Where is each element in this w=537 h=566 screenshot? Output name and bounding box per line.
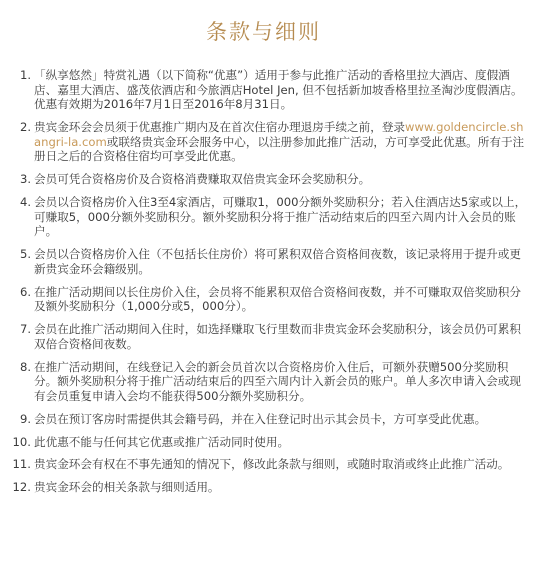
item-text: 会员在预订客房时需提供其会籍号码，并在入住登记时出示其会员卡，方可享受此优惠。	[34, 411, 487, 426]
item-number: 5.	[19, 247, 31, 262]
list-item	[0, 195, 527, 239]
list-item	[0, 480, 527, 495]
item-text: 会员以合资格房价入住3至4家酒店，可赚取1，000分额外奖励积分；若入住酒店达5家或以上，可赚取5，000分额外奖励积分。额外奖励积分将于推广活动结束后的四至六周内计入会员的账户。	[34, 195, 527, 239]
item-number: 2.	[19, 120, 31, 135]
item-text: 在推广活动期间以长住房价入住，会员将不能累积双倍合资格间夜数，并不可赚取双倍奖励积分及额外奖励积分（1,000分或5，000分）。	[34, 284, 521, 314]
list-item	[0, 412, 527, 427]
item-text: 此优惠不能与任何其它优惠或推广活动同时使用。	[34, 434, 290, 449]
item-text: 会员可凭合资格房价及合资格消费赚取双倍贵宾金环会奖励积分。	[34, 172, 371, 187]
item-number: 11.	[12, 457, 31, 472]
item-text-before: 贵宾金环会会员须于优惠推广期内及在首次住宿办理退房手续之前，登录	[34, 120, 406, 135]
list-item	[0, 68, 527, 112]
item-text-after: 或联络贵宾金环会服务中心，以注册参加此推广活动，方可享受此优惠。所有于注册日之后的合资格住宿均可享受此优惠。	[34, 134, 525, 164]
item-number: 8.	[19, 359, 31, 374]
list-item	[0, 322, 527, 351]
item-text: 会员以合资格房价入住（不包括长住房价）将可累积双倍合资格间夜数，该记录将用于提升或更新贵宾金环会籍级别。	[34, 247, 521, 276]
list-item	[0, 172, 527, 187]
item-text: 贵宾金环会有权在不事先通知的情况下，修改此条款与细则，或随时取消或终止此推广活动。	[34, 457, 510, 472]
terms-list	[0, 68, 527, 495]
item-number: 10.	[12, 434, 31, 449]
item-number: 4.	[19, 195, 31, 210]
item-text: 「纵享悠然」特赏礼遇（以下简称“优惠”）适用于参与此推广活动的香格里拉大酒店、度假酒店、嘉里大酒店、盛茂依酒店和今旅酒店Hotel Jen, 但不包括新加坡香格里拉圣淘沙度假酒店。优惠有效期为2016年7月1日至2016年8月31日。	[34, 68, 523, 112]
list-item	[0, 120, 527, 164]
list-item	[0, 247, 527, 276]
item-number: 6.	[19, 284, 31, 299]
goldencircle-link[interactable]: www.goldencircle.shangri-la.com	[34, 120, 524, 149]
list-item	[0, 285, 527, 314]
list-item	[0, 360, 527, 404]
item-number: 7.	[19, 322, 31, 337]
item-number: 1.	[19, 68, 31, 82]
item-text: 会员在此推广活动期间入住时，如选择赚取飞行里数而非贵宾金环会奖励积分，该会员仍可累积双倍合资格间夜数。	[34, 322, 521, 351]
item-text: 在推广活动期间，在线登记入会的新会员首次以合资格房价入住后，可额外获赠500分奖励积分。额外奖励积分将于推广活动结束后的四至六周内计入新会员的账户。单人多次申请入会或现有会员重复申请入会均不能获得500分额外奖励积分。	[34, 359, 521, 403]
list-item	[0, 457, 527, 472]
item-number: 9.	[19, 411, 31, 426]
item-number: 12.	[12, 480, 31, 495]
item-text: 贵宾金环会的相关条款与细则适用。	[34, 480, 220, 495]
item-number: 3.	[19, 172, 31, 187]
list-item	[0, 435, 527, 450]
page-title: 条款与细则	[206, 20, 321, 44]
